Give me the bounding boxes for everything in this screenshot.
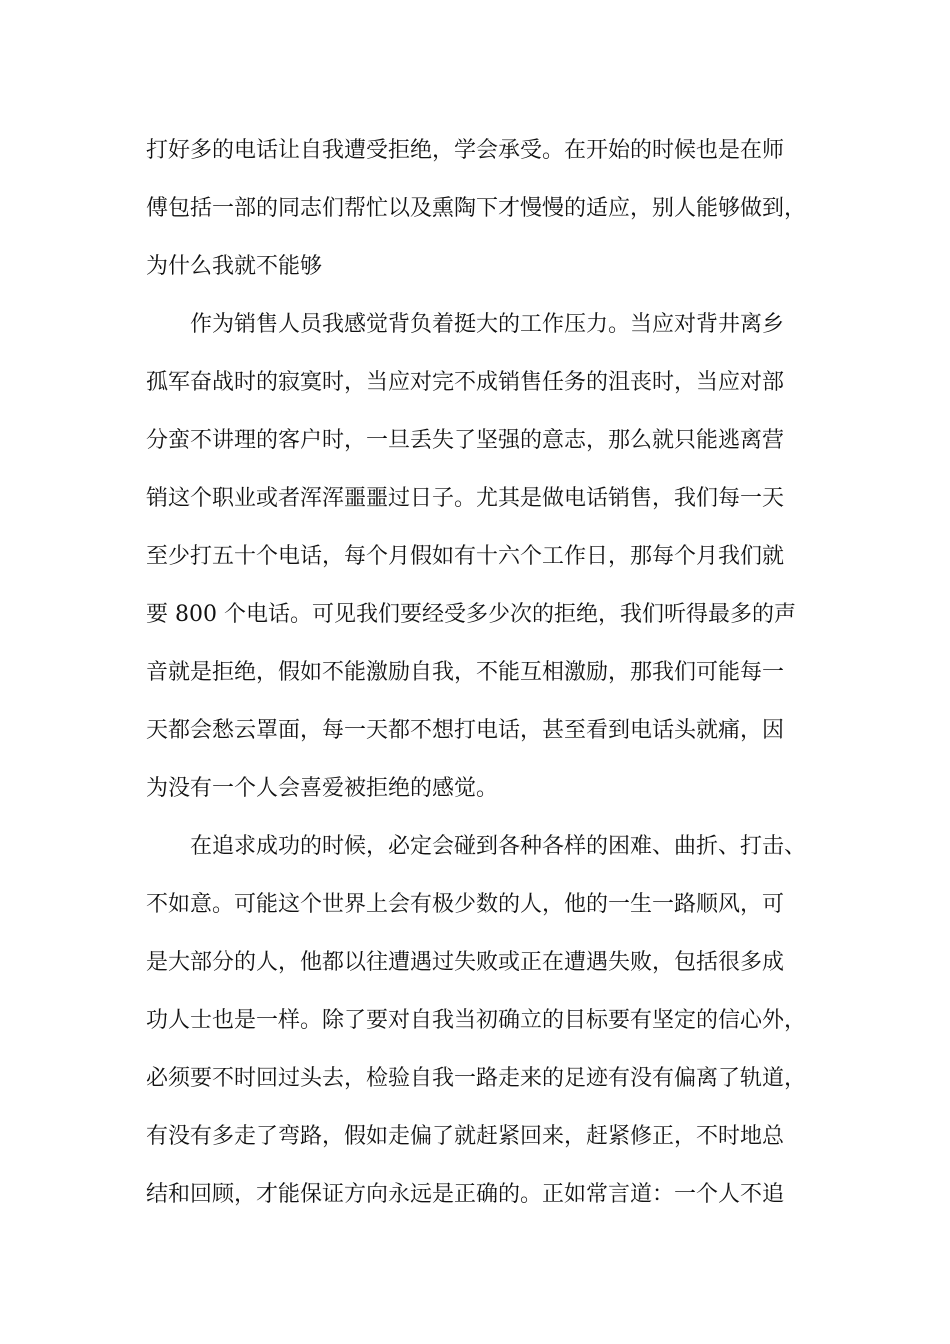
text-line: 为什么我就不能够 [146, 254, 323, 279]
text-line: 功人士也是一样。除了要对自我当初确立的目标要有坚定的信心外， [146, 1008, 807, 1033]
text-line: 天都会愁云罩面，每一天都不想打电话，甚至看到电话头就痛，因 [146, 718, 785, 743]
text-line: 打好多的电话让自我遭受拒绝，学会承受。在开始的时候也是在师 [146, 138, 785, 163]
text-line: 分蛮不讲理的客户时，一旦丢失了坚强的意志，那么就只能逃离营 [146, 428, 785, 453]
text-line: 至少打五十个电话，每个月假如有十六个工作日，那每个月我们就 [146, 544, 785, 569]
text-line: 音就是拒绝，假如不能激励自我，不能互相激励，那我们可能每一 [146, 660, 785, 685]
text-line: 必须要不时回过头去，检验自我一路走来的足迹有没有偏离了轨道， [146, 1066, 807, 1091]
text-line: 销这个职业或者浑浑噩噩过日子。尤其是做电话销售，我们每一天 [146, 486, 785, 511]
text-line: 是大部分的人，他都以往遭遇过失败或正在遭遇失败，包括很多成 [146, 950, 785, 975]
text-line: 结和回顾，才能保证方向永远是正确的。正如常言道：一个人不追 [146, 1182, 785, 1207]
text-line: 傅包括一部的同志们帮忙以及熏陶下才慢慢的适应，别人能够做到， [146, 196, 807, 221]
paragraph-first-line: 在追求成功的时候，必定会碰到各种各样的困难、曲折、打击、 [190, 834, 807, 859]
text-line: 为没有一个人会喜爱被拒绝的感觉。 [146, 776, 499, 801]
text-line: 不如意。可能这个世界上会有极少数的人，他的一生一路顺风，可 [146, 892, 785, 917]
text-line: 孤军奋战时的寂寞时，当应对完不成销售任务的沮丧时，当应对部 [146, 370, 785, 395]
text-line: 要 800 个电话。可见我们要经受多少次的拒绝，我们听得最多的声 [146, 602, 796, 627]
paragraph-first-line: 作为销售人员我感觉背负着挺大的工作压力。当应对背井离乡 [190, 312, 785, 337]
text-line: 有没有多走了弯路，假如走偏了就赶紧回来，赶紧修正，不时地总 [146, 1124, 785, 1149]
